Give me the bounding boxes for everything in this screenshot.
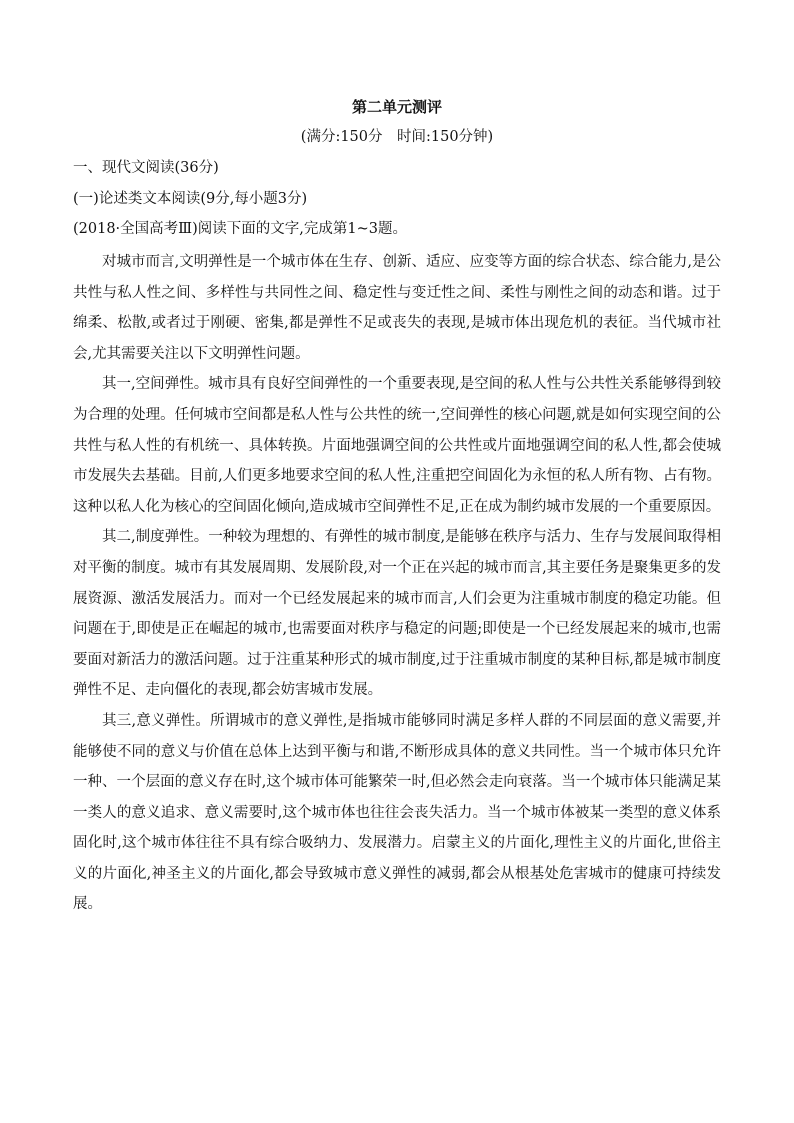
exam-info: (满分:150分 时间:150分钟) bbox=[300, 129, 494, 145]
passage-body bbox=[73, 247, 721, 920]
passage-paragraph: 其二,制度弹性。一种较为理想的、有弹性的城市制度,是能够在秩序与活力、生存与发展间取得相对平衡的制度。城市有其发展周期、发展阶段,对一个正在兴起的城市而言,其主要任务是聚集更多的发展资源、激活发展活力。而对一个已经发展起来的城市而言,人们会更为注重城市制度的稳定功能。但问题在于,即使是正在崛起的城市,也需要面对秩序与稳定的问题;即使是一个已经发展起来的城市,也需要面对新活力的激活问题。过于注重某种形式的城市制度,过于注重城市制度的某种目标,都是城市制度弹性不足、走向僵化的表现,都会妨害城市发展。 bbox=[73, 529, 721, 699]
section-heading: 一、现代文阅读(36分) bbox=[73, 160, 219, 176]
passage-paragraph: 对城市而言,文明弹性是一个城市体在生存、创新、适应、应变等方面的综合状态、综合能力,是公共性与私人性之间、多样性与共同性之间、稳定性与变迁性之间、柔性与刚性之间的动态和谐。过于绵柔、松散,或者过于刚硬、密集,都是弹性不足或丧失的表现,是城市体出现危机的表征。当代城市社会,尤其需要关注以下文明弹性问题。 bbox=[73, 254, 721, 362]
passage-paragraph: 其一,空间弹性。城市具有良好空间弹性的一个重要表现,是空间的私人性与公共性关系能够得到较为合理的处理。任何城市空间都是私人性与公共性的统一,空间弹性的核心问题,就是如何实现空间的公共性与私人性的有机统一、具体转换。片面地强调空间的公共性或片面地强调空间的私人性,都会使城市发展失去基础。目前,人们更多地要求空间的私人性,注重把空间固化为永恒的私人所有物、占有物。这种以私人化为核心的空间固化倾向,造成城市空间弹性不足,正在成为制约城市发展的一个重要原因。 bbox=[73, 376, 721, 515]
passage-paragraph: 其三,意义弹性。所谓城市的意义弹性,是指城市能够同时满足多样人群的不同层面的意义需要,并能够使不同的意义与价值在总体上达到平衡与和谐,不断形成具体的意义共同性。当一个城市体只允许一种、一个层面的意义存在时,这个城市体可能繁荣一时,但必然会走向衰落。当一个城市体只能满足某一类人的意义追求、意义需要时,这个城市体也往往会丧失活力。当一个城市体被某一类型的意义体系固化时,这个城市体往往不具有综合吸纳力、发展潜力。启蒙主义的片面化,理性主义的片面化,世俗主义的片面化,神圣主义的片面化,都会导致城市意义弹性的减弱,都会从根基处危害城市的健康可持续发展。 bbox=[73, 712, 721, 913]
reading-instruction: (2018·全国高考Ⅲ)阅读下面的文字,完成第1~3题。 bbox=[73, 221, 408, 237]
subsection-heading: (一)论述类文本阅读(9分,每小题3分) bbox=[73, 191, 308, 207]
page-title: 第二单元测评 bbox=[351, 98, 442, 116]
